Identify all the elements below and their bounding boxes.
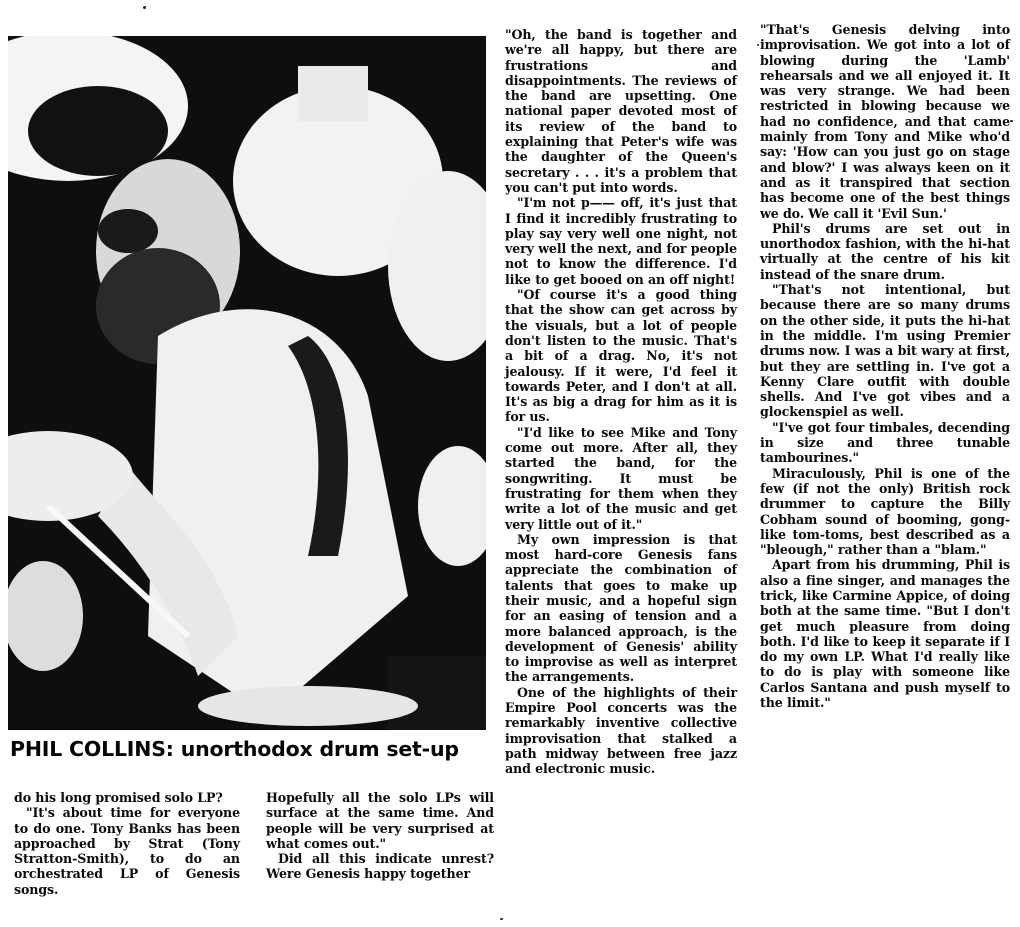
paragraph: "I'd like to see Mike and Tony come out more. After all, they started the band, for the songwriting. It must be frustrating for them when they write a lot of the music and get very little out of it."	[505, 424, 737, 532]
paragraph: "That's Genesis delving into improvisation. We got into a lot of blowing during the 'Lamb' rehearsals and we all enjoyed it. It was very strange. We had been restricted in blowing because we had no confidence, and that came mainly from Tony and Mike who'd say: 'How can you just go on stage and blow?' I was always keen on it and as it transpired that section has become one of the best things we do. We call it 'Evil Sun.'	[760, 22, 1010, 221]
paragraph: My own impression is that most hard-core Genesis fans appreciate the combination of talents that goes to make up their music, and a hopeful sign for an easing of tension and a more balanced approach, is the development of Genesis' ability to improvise as well as interpret the arrangements.	[505, 531, 737, 685]
paragraph: "That's not intentional, but because there are so many drums on the other side, it puts the hi-hat in the middle. I'm using Premier drums now. I was a bit wary at first, but they are settling in. I've got a Kenny Clare outfit with double shells. And I've got vibes and a glockenspiel as well.	[760, 282, 1010, 420]
print-speck	[500, 918, 503, 920]
article-column-a	[14, 790, 240, 897]
photo-caption: PHIL COLLINS: unorthodox drum set-up	[10, 737, 459, 761]
paragraph: "It's about time for everyone to do one. Tony Banks has been approached by Strat (Tony Stratton-Smith), to do an orchestrated LP of Genesis songs.	[14, 805, 240, 897]
paragraph: Apart from his drumming, Phil is also a fine singer, and manages the trick, like Carmine Appice, of doing both at the same time. "But I don't get much pleasure from doing both. I'd like to keep it separate if I do my own LP. What I'd really like to do is play with someone like Carlos Santana and push myself to the limit."	[760, 557, 1010, 711]
paragraph: One of the highlights of their Empire Pool concerts was the remarkably inventive collective improvisation that stalked a path midway between free jazz and electronic music.	[505, 684, 737, 777]
paragraph: Did all this indicate unrest? Were Genesis happy together	[266, 851, 494, 882]
article-column-d	[760, 22, 1010, 710]
paragraph: "I've got four timbales, decending in size and three tunable tambourines."	[760, 419, 1010, 466]
paragraph: Phil's drums are set out in unorthodox fashion, with the hi-hat virtually at the centre of his kit instead of the snare drum.	[760, 220, 1010, 282]
paragraph: "Oh, the band is together and we're all happy, but there are frustrations and disappointments. The reviews of the band are upsetting. One national paper devoted most of its review of the band to explaining that Peter's wife was the daughter of the Queen's secretary . . . it's a problem that you can't put into words.	[505, 27, 737, 195]
paragraph: Hopefully all the solo LPs will surface at the same time. And people will be very surprised at what comes out."	[266, 790, 494, 851]
article-column-b	[266, 790, 494, 882]
print-speck	[757, 44, 759, 46]
paragraph: "Of course it's a good thing that the show can get across by the visuals, but a lot of people don't listen to the music. That's a bit of a drag. No, it's not jealousy. If it were, I'd feel it towards Peter, and I don't at all. It's as big a drag for him as it is for us.	[505, 287, 737, 425]
print-speck	[143, 6, 146, 9]
paragraph: do his long promised solo LP?	[14, 790, 223, 805]
print-speck	[1010, 120, 1013, 122]
drummer-photo	[8, 36, 486, 730]
article-column-c	[505, 27, 737, 777]
paragraph: "I'm not p—— off, it's just that I find it incredibly frustrating to play say very well one night, not very well the next, and for people not to know the difference. I'd like to get booed on an off night!	[505, 195, 737, 287]
paragraph: Miraculously, Phil is one of the few (if not the only) British rock drummer to capture the Billy Cobham sound of booming, gong-like tom-toms, best described as a "bleough," rather than a "blam."	[760, 465, 1010, 558]
